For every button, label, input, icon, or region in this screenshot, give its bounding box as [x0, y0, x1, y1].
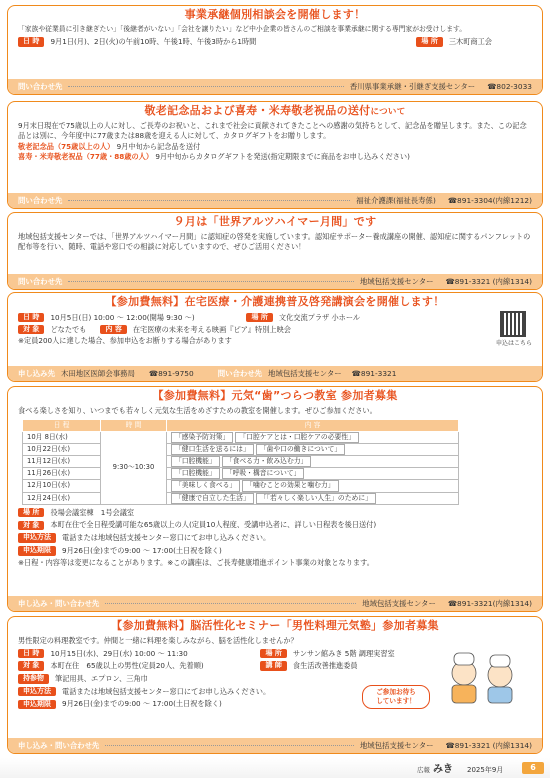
inquiry-band — [8, 366, 542, 381]
col-header: 時 間 — [101, 419, 167, 431]
apply-label: 申し込み先 — [18, 368, 55, 378]
item-text: 9月中旬から記念品を送付 — [116, 142, 201, 152]
section-description: 食べる楽しさを知り、いつまでも若々しく元気な生活をめざすための教室を開催します。ぜひご参加ください。 — [18, 405, 377, 415]
inquiry-band — [8, 79, 542, 94]
inquiry-label: 問い合わせ先 — [217, 368, 263, 378]
inquiry-band — [8, 193, 542, 208]
inquiry-phone: ☎891-3304(内線1212) — [447, 195, 532, 205]
inquiry-label: 申し込み・問い合わせ先 — [18, 598, 100, 608]
place-text: 役場会議室棟 1号会議室 — [50, 507, 135, 517]
table-row: 12月24日(水) 「健康で自立した生活」 「「若々しく楽しい人生」のために」 — [23, 492, 459, 504]
date-text: 9月1日(月)、2日(火)の午前10時、午後1時、午後3時から1時間 — [50, 37, 257, 47]
place-text: 三木町商工会 — [448, 37, 492, 47]
section-description: 「家族や従業員に引き継ぎたい」「後継者がいない」「会社を譲りたい」など中小企業の皆さんのご相談を事業承継に関する専門家がお受けします。 — [18, 24, 467, 33]
inquiry-org: 地域包括支援センター — [359, 276, 434, 286]
period-text: 9月26日(金)までの9:00 ～ 17:00(土日祝を除く) — [62, 699, 222, 709]
section-alzheimer-month — [7, 212, 543, 290]
schedule-table — [22, 419, 459, 505]
target-text: どなたでも — [50, 324, 87, 334]
inquiry-org: 地域包括支援センター — [359, 740, 434, 750]
item-label: 喜寿・米寿敬老祝品（77歳・88歳の人） — [18, 152, 154, 161]
section-description: 男性限定の料理教室です。仲間と一緒に料理を楽しみながら、脳を活性化しませんか？ — [18, 635, 298, 645]
footer-label: 広報 — [417, 766, 430, 774]
page-footer — [0, 758, 550, 778]
section-title: 【参加費無料】脳活性化セミナー「男性料理元気塾」参加者募集 — [111, 619, 439, 632]
table-row: 10月 8日(水) 9:30〜10:30 「感染予防対策」 「口腔ケアとは・口腔ケアの必要性」 — [23, 431, 459, 443]
content-tag: 内 容 — [100, 325, 126, 334]
time-cell: 9:30〜10:30 — [101, 431, 167, 504]
place-tag: 場 所 — [246, 313, 272, 322]
item-text: 9月中旬からカタログギフトを発送(指定期限までに商品をお申し込みください) — [155, 152, 410, 161]
date-tag: 日 時 — [18, 649, 44, 658]
target-tag: 対 象 — [18, 325, 44, 334]
inquiry-org: 地域包括支援センター — [362, 598, 436, 608]
table-row: 12月10日(水) 「美味しく食べる」 「噛むことの効果と噛む力」 — [23, 480, 459, 492]
target-text: 本町在住で全日程受講可能な65歳以上の人(定員10人程度、受講申込者に、詳しい日程表を後日送付) — [50, 520, 377, 530]
qr-caption: 申込はこちら — [495, 339, 532, 347]
section-description: 地域包括支援センターでは、「世界アルツハイマー月間」に認知症の啓発を実施しています。認知症サポーター養成講座の開催、認知症に関するパンフレットの配布等を行い、随時、電話や窓口での相談に対応していますので、ぜひご活用ください！ — [18, 231, 531, 251]
inquiry-band — [8, 738, 542, 753]
teacher-tag: 講 師 — [260, 661, 286, 670]
target-text: 本町在住 65歳以上の男性(定員20人、先着順) — [50, 661, 204, 671]
bring-text: 筆記用具、エプロン、三角巾 — [55, 674, 148, 683]
footer-date: 2025年9月 — [467, 766, 504, 774]
inquiry-org: 福祉介護課(福祉長寿係) — [356, 195, 436, 205]
method-text: 電話または地域包括支援センター窓口にてお申し込みください。 — [62, 533, 271, 543]
inquiry-label: 問い合わせ先 — [18, 195, 63, 205]
section-home-medical-lecture — [7, 292, 543, 382]
inquiry-band — [8, 274, 542, 289]
date-text: 10月5日(日) 10:00 ～ 12:00(開場 9:30 ～) — [50, 312, 195, 322]
place-tag: 場 所 — [18, 508, 44, 517]
section-dental-class — [7, 386, 543, 612]
target-tag: 対 象 — [18, 521, 44, 530]
inquiry-phone: ☎891-3321 — [351, 368, 397, 378]
content-text: 在宅医療の未来を考える映画『ピア』特別上映会 — [132, 324, 291, 334]
inquiry-org: 香川県事業承継・引継ぎ支援センター — [349, 81, 476, 91]
inquiry-phone: ☎891-3321 (内線1314) — [445, 740, 532, 750]
section-title: ９月は「世界アルツハイマー月間」です — [173, 215, 377, 228]
place-tag: 場 所 — [260, 649, 286, 658]
table-row: 10月22日(水) 「健口生活を送るには」 「歯や口の働きについて」 — [23, 443, 459, 455]
apply-org: 木田地区医師会事務局 — [60, 368, 135, 378]
apply-phone: ☎891-9750 — [148, 368, 194, 378]
method-tag: 申込方法 — [18, 533, 56, 542]
period-tag: 申込期限 — [18, 546, 56, 555]
inquiry-phone: ☎891-3321 (内線1314) — [445, 276, 532, 286]
inquiry-org: 地域包括支援センター — [268, 368, 342, 378]
teacher-text: 食生活改善推進委員 — [292, 661, 358, 671]
section-title: 敬老記念品および喜寿・米寿敬老祝品の送付について — [144, 104, 406, 117]
section-elderly-gifts — [7, 101, 543, 209]
section-title: 【参加費無料】在宅医療・介護連携普及啓発講演会を開催します！ — [105, 295, 445, 308]
note: ※定員200人に達した場合、参加申込をお断りする場合があります — [18, 336, 232, 346]
inquiry-label: 問い合わせ先 — [18, 276, 63, 286]
place-text: サンサン館みき 5階 調理実習室 — [292, 648, 395, 658]
table-row: 11月26日(水) 「口腔機能」 「呼吸・構音について」 — [23, 468, 459, 480]
section-description: 9月末日現在で75歳以上の人に対し、ご長寿のお祝いと、これまで社会に貢献されてきたことへの感謝の気持ちとして、記念品を贈呈します。また、この記念品とは別に、今年度中に77歳または88歳を迎える人に対して、カタログギフトをお贈りします。 — [18, 120, 527, 140]
inquiry-phone: ☎802-3033 — [487, 81, 532, 91]
target-tag: 対 象 — [18, 661, 44, 670]
bring-tag: 持参物 — [18, 674, 49, 683]
date-text: 10月15日(水)、29日(水) 10:00 ～ 11:30 — [50, 648, 188, 658]
chef-illustration — [440, 645, 524, 705]
col-header: 日 程 — [23, 419, 101, 431]
method-text: 電話または地域包括支援センター窓口にてお申し込みください。 — [62, 686, 271, 696]
brand-logo: みき — [433, 764, 453, 775]
page-number: 6 — [522, 762, 544, 774]
section-business-succession — [7, 5, 543, 95]
section-title: 事業承継個別相談会を開催します！ — [184, 8, 366, 21]
method-tag: 申込方法 — [18, 687, 56, 696]
date-tag: 日 時 — [18, 37, 44, 46]
qr-code[interactable] — [500, 311, 526, 337]
speech-bubble: ご参加お待ち しています！ — [362, 685, 430, 709]
place-tag: 場 所 — [416, 37, 442, 46]
table-row: 11月12日(水) 「口腔機能」 「食べる力・飲み込む力」 — [23, 456, 459, 468]
section-title: 【参加費無料】元気“歯”つらつ教室 参加者募集 — [152, 389, 398, 402]
inquiry-label: 申し込み・問い合わせ先 — [18, 740, 100, 750]
period-tag: 申込期限 — [18, 700, 56, 709]
inquiry-phone: ☎891-3321(内線1314) — [447, 598, 532, 608]
item-label: 敬老記念品（75歳以上の人） — [18, 142, 115, 152]
date-tag: 日 時 — [18, 313, 44, 322]
inquiry-band — [8, 596, 542, 611]
note: ※日程・内容等は変更になることがあります。※この講座は、ご長寿健康増進ポイント事業の対象となります。 — [18, 557, 374, 567]
section-mens-cooking — [7, 616, 543, 754]
place-text: 文化交流プラザ 小ホール — [278, 312, 361, 322]
period-text: 9月26日(金)までの9:00 ～ 17:00(土日祝を除く) — [62, 545, 222, 555]
col-header: 内 容 — [167, 419, 459, 431]
inquiry-label: 問い合わせ先 — [18, 81, 63, 91]
